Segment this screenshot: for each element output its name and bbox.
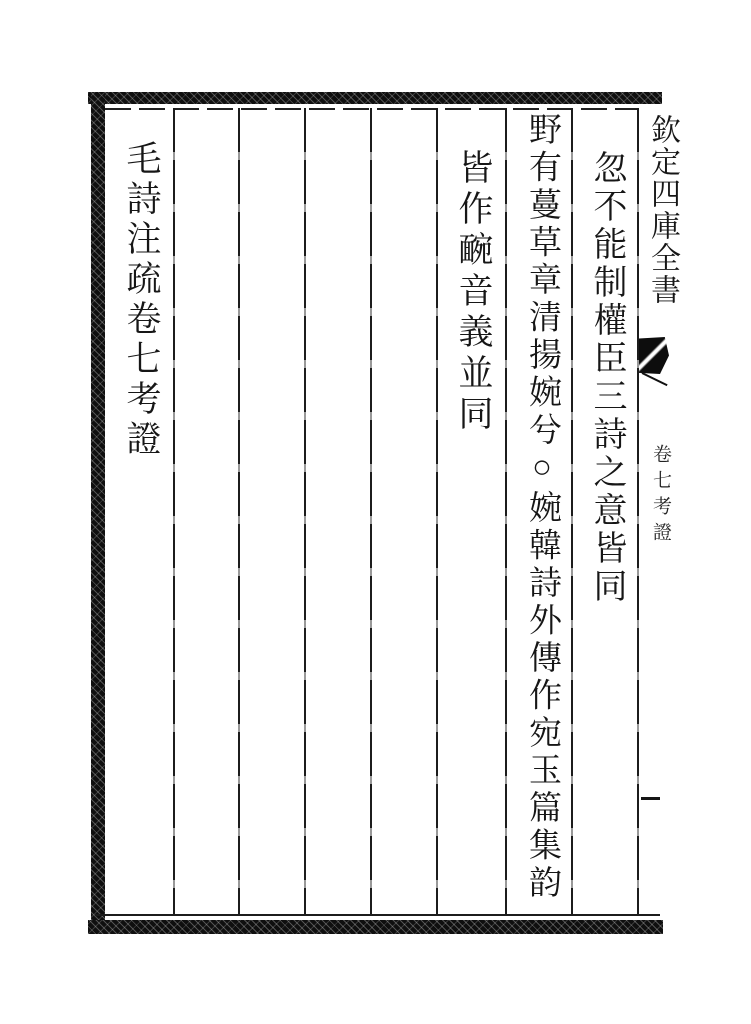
frame-inner-bottom-line <box>95 914 660 916</box>
column-divider-line <box>436 108 438 916</box>
margin-volume-label: 卷七考證 <box>650 444 671 548</box>
column-divider-line <box>571 108 573 916</box>
column-divider-line <box>304 108 306 916</box>
series-title: 欽定四庫全書 <box>646 114 679 306</box>
text-column-8-chapter-end-title: 毛詩注疏卷七考證 <box>122 140 161 460</box>
frame-border-bottom <box>88 920 663 934</box>
column-divider-line <box>238 108 240 916</box>
collation-tab-tail-stroke <box>642 372 668 386</box>
column-divider-line <box>637 108 639 916</box>
frame-inner-top-line <box>105 108 639 110</box>
text-column-3: 皆作䩊音義並同 <box>454 149 493 436</box>
text-column-2: 野有蔓草章清揚婉兮○婉韓詩外傳作宛玉篇集韵 <box>524 112 560 903</box>
collation-tab-marker <box>639 337 669 374</box>
column-divider-line <box>370 108 372 916</box>
edge-mark <box>641 797 660 800</box>
frame-border-top <box>88 92 662 104</box>
frame-border-left <box>91 92 105 934</box>
text-column-1: 忽不能制權臣三詩之意皆同 <box>588 150 625 606</box>
column-divider-line <box>505 108 507 916</box>
column-divider-line <box>173 108 175 916</box>
